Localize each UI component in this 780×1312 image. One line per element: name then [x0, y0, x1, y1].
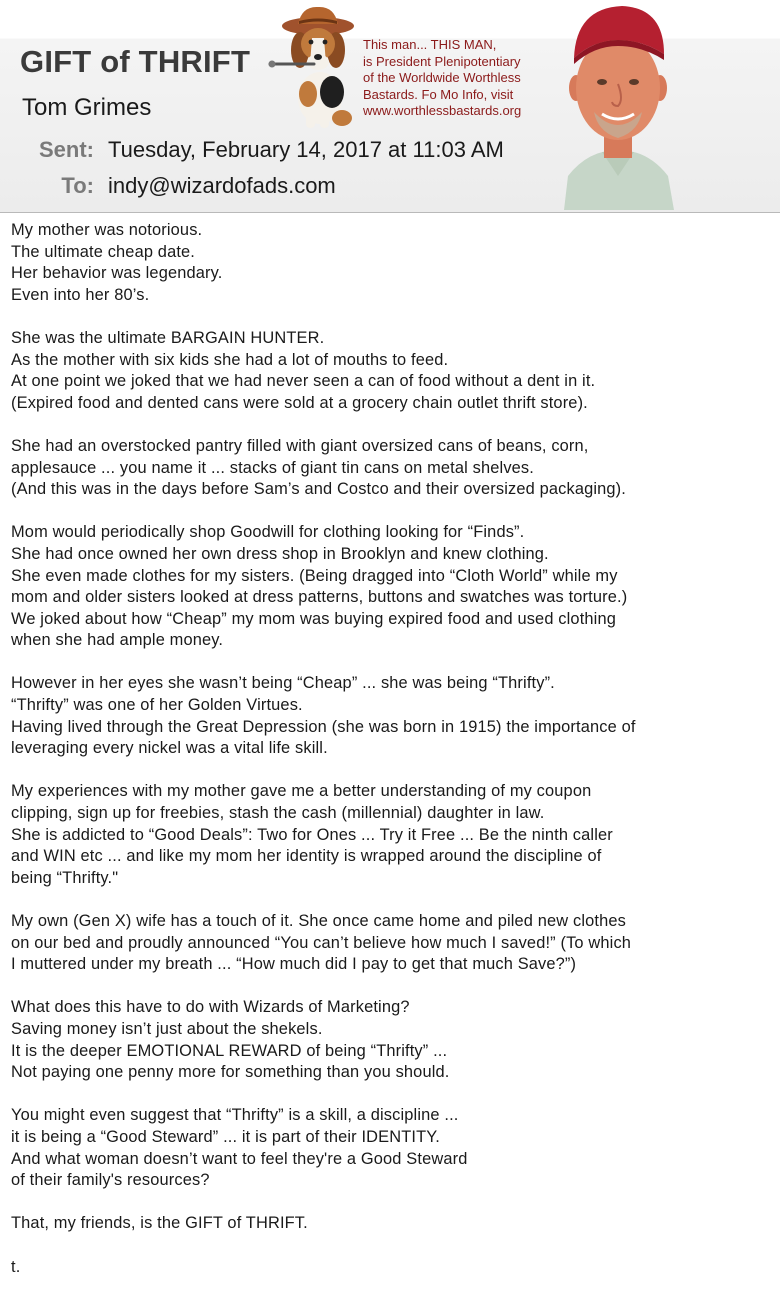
body-line: My own (Gen X) wife has a touch of it. She once came home and piled new clothes [11, 912, 626, 930]
body-line: I muttered under my breath ... “How much did I pay to get that much Save?”) [11, 955, 577, 974]
body-line: applesauce ... you name it ... stacks of giant tin cans on metal shelves. [11, 458, 534, 477]
body-line: leveraging every nickel was a vital life skill. [11, 739, 328, 758]
caption-line: Bastards. Fo Mo Info, visit [363, 86, 514, 102]
body-line: being “Thrifty." [11, 868, 119, 887]
sent-label: Sent: [39, 137, 94, 162]
body-line: on our bed and proudly announced “You can’t believe how much I saved!” (To which [11, 933, 632, 952]
body-line: And what woman doesn’t want to feel they're a Good Steward [11, 1149, 468, 1168]
body-line: That, my friends, is the GIFT of THRIFT. [11, 1214, 308, 1233]
body-line: It is the deeper EMOTIONAL REWARD of being “Thrifty” ... [11, 1041, 448, 1060]
body-paragraph [11, 436, 776, 501]
body-line: Saving money isn’t just about the shekels. [11, 1019, 323, 1038]
body-paragraph [11, 1257, 776, 1279]
body-line: Mom would periodically shop Goodwill for clothing looking for “Finds”. [11, 523, 525, 542]
email-sender: Tom Grimes [22, 94, 152, 121]
body-line: She had once owned her own dress shop in Brooklyn and knew clothing. [11, 544, 549, 563]
body-line: She had an overstocked pantry filled with giant oversized cans of beans, corn, [11, 436, 589, 455]
body-line: What does this have to do with Wizards of Marketing? [11, 998, 410, 1017]
body-line: Her behavior was legendary. [11, 264, 223, 283]
sender-portrait-image [558, 0, 678, 210]
caption-link[interactable]: www.worthlessbastards.org [363, 103, 522, 118]
body-paragraph [11, 911, 776, 976]
body-line: when she had ample money. [11, 631, 224, 650]
body-paragraph [11, 1213, 776, 1235]
body-line: (Expired food and dented cans were sold at a grocery chain outlet thrift store). [11, 393, 588, 412]
body-line: and WIN etc ... and like my mom her identity is wrapped around the discipline of [11, 847, 602, 866]
body-line: My mother was notorious. [11, 221, 203, 239]
body-line: At one point we joked that we had never seen a can of food without a dent in it. [11, 372, 596, 391]
body-line: mom and older sisters looked at dress patterns, buttons and swatches was torture.) [11, 588, 628, 607]
body-paragraph [11, 781, 776, 889]
caption-line: of the Worldwide Worthless [363, 70, 521, 85]
body-paragraph [11, 997, 776, 1083]
caption-line: This man... THIS MAN, [363, 37, 497, 52]
body-paragraph [11, 673, 776, 759]
body-paragraph [11, 220, 776, 306]
body-line: it is being a “Good Steward” ... it is part of their IDENTITY. [11, 1127, 440, 1146]
body-line: t. [11, 1257, 21, 1276]
body-line: As the mother with six kids she had a lot of mouths to feed. [11, 350, 449, 369]
email-body [11, 220, 776, 1300]
body-line: of their family's resources? [11, 1171, 210, 1190]
to-label: To: [61, 173, 94, 198]
body-paragraph [11, 1105, 776, 1191]
body-line: The ultimate cheap date. [11, 242, 196, 261]
body-paragraph [11, 328, 776, 414]
body-line: Not paying one penny more for something than you should. [11, 1063, 450, 1082]
image-caption [363, 37, 573, 120]
body-line: Even into her 80’s. [11, 285, 150, 304]
body-line: (And this was in the days before Sam’s and Costco and their oversized packaging). [11, 480, 626, 499]
email-header [0, 0, 780, 213]
recipient-address[interactable]: indy@wizardofads.com [108, 173, 336, 198]
body-line: clipping, sign up for freebies, stash the cash (millennial) daughter in law. [11, 804, 545, 823]
body-line: You might even suggest that “Thrifty” is a skill, a discipline ... [11, 1106, 459, 1125]
body-line: However in her eyes she wasn’t being “Cheap” ... she was being “Thrifty”. [11, 674, 555, 693]
body-line: Having lived through the Great Depression (she was born in 1915) the importance of [11, 717, 636, 736]
body-line: She was the ultimate BARGAIN HUNTER. [11, 328, 325, 347]
body-line: She is addicted to “Good Deals”: Two for Ones ... Try it Free ... Be the ninth caller [11, 825, 613, 844]
body-line: “Thrifty” was one of her Golden Virtues. [11, 696, 303, 715]
sent-date: Tuesday, February 14, 2017 at 11:03 AM [108, 137, 504, 162]
body-paragraph [11, 522, 776, 652]
cowboy-dog-image [268, 2, 364, 130]
body-line: We joked about how “Cheap” my mom was buying expired food and used clothing [11, 609, 616, 628]
caption-line: is President Plenipotentiary [363, 53, 521, 69]
email-subject: GIFT of THRIFT [20, 44, 251, 79]
body-line: She even made clothes for my sisters. (Being dragged into “Cloth World” while my [11, 566, 618, 585]
body-line: My experiences with my mother gave me a better understanding of my coupon [11, 782, 592, 801]
